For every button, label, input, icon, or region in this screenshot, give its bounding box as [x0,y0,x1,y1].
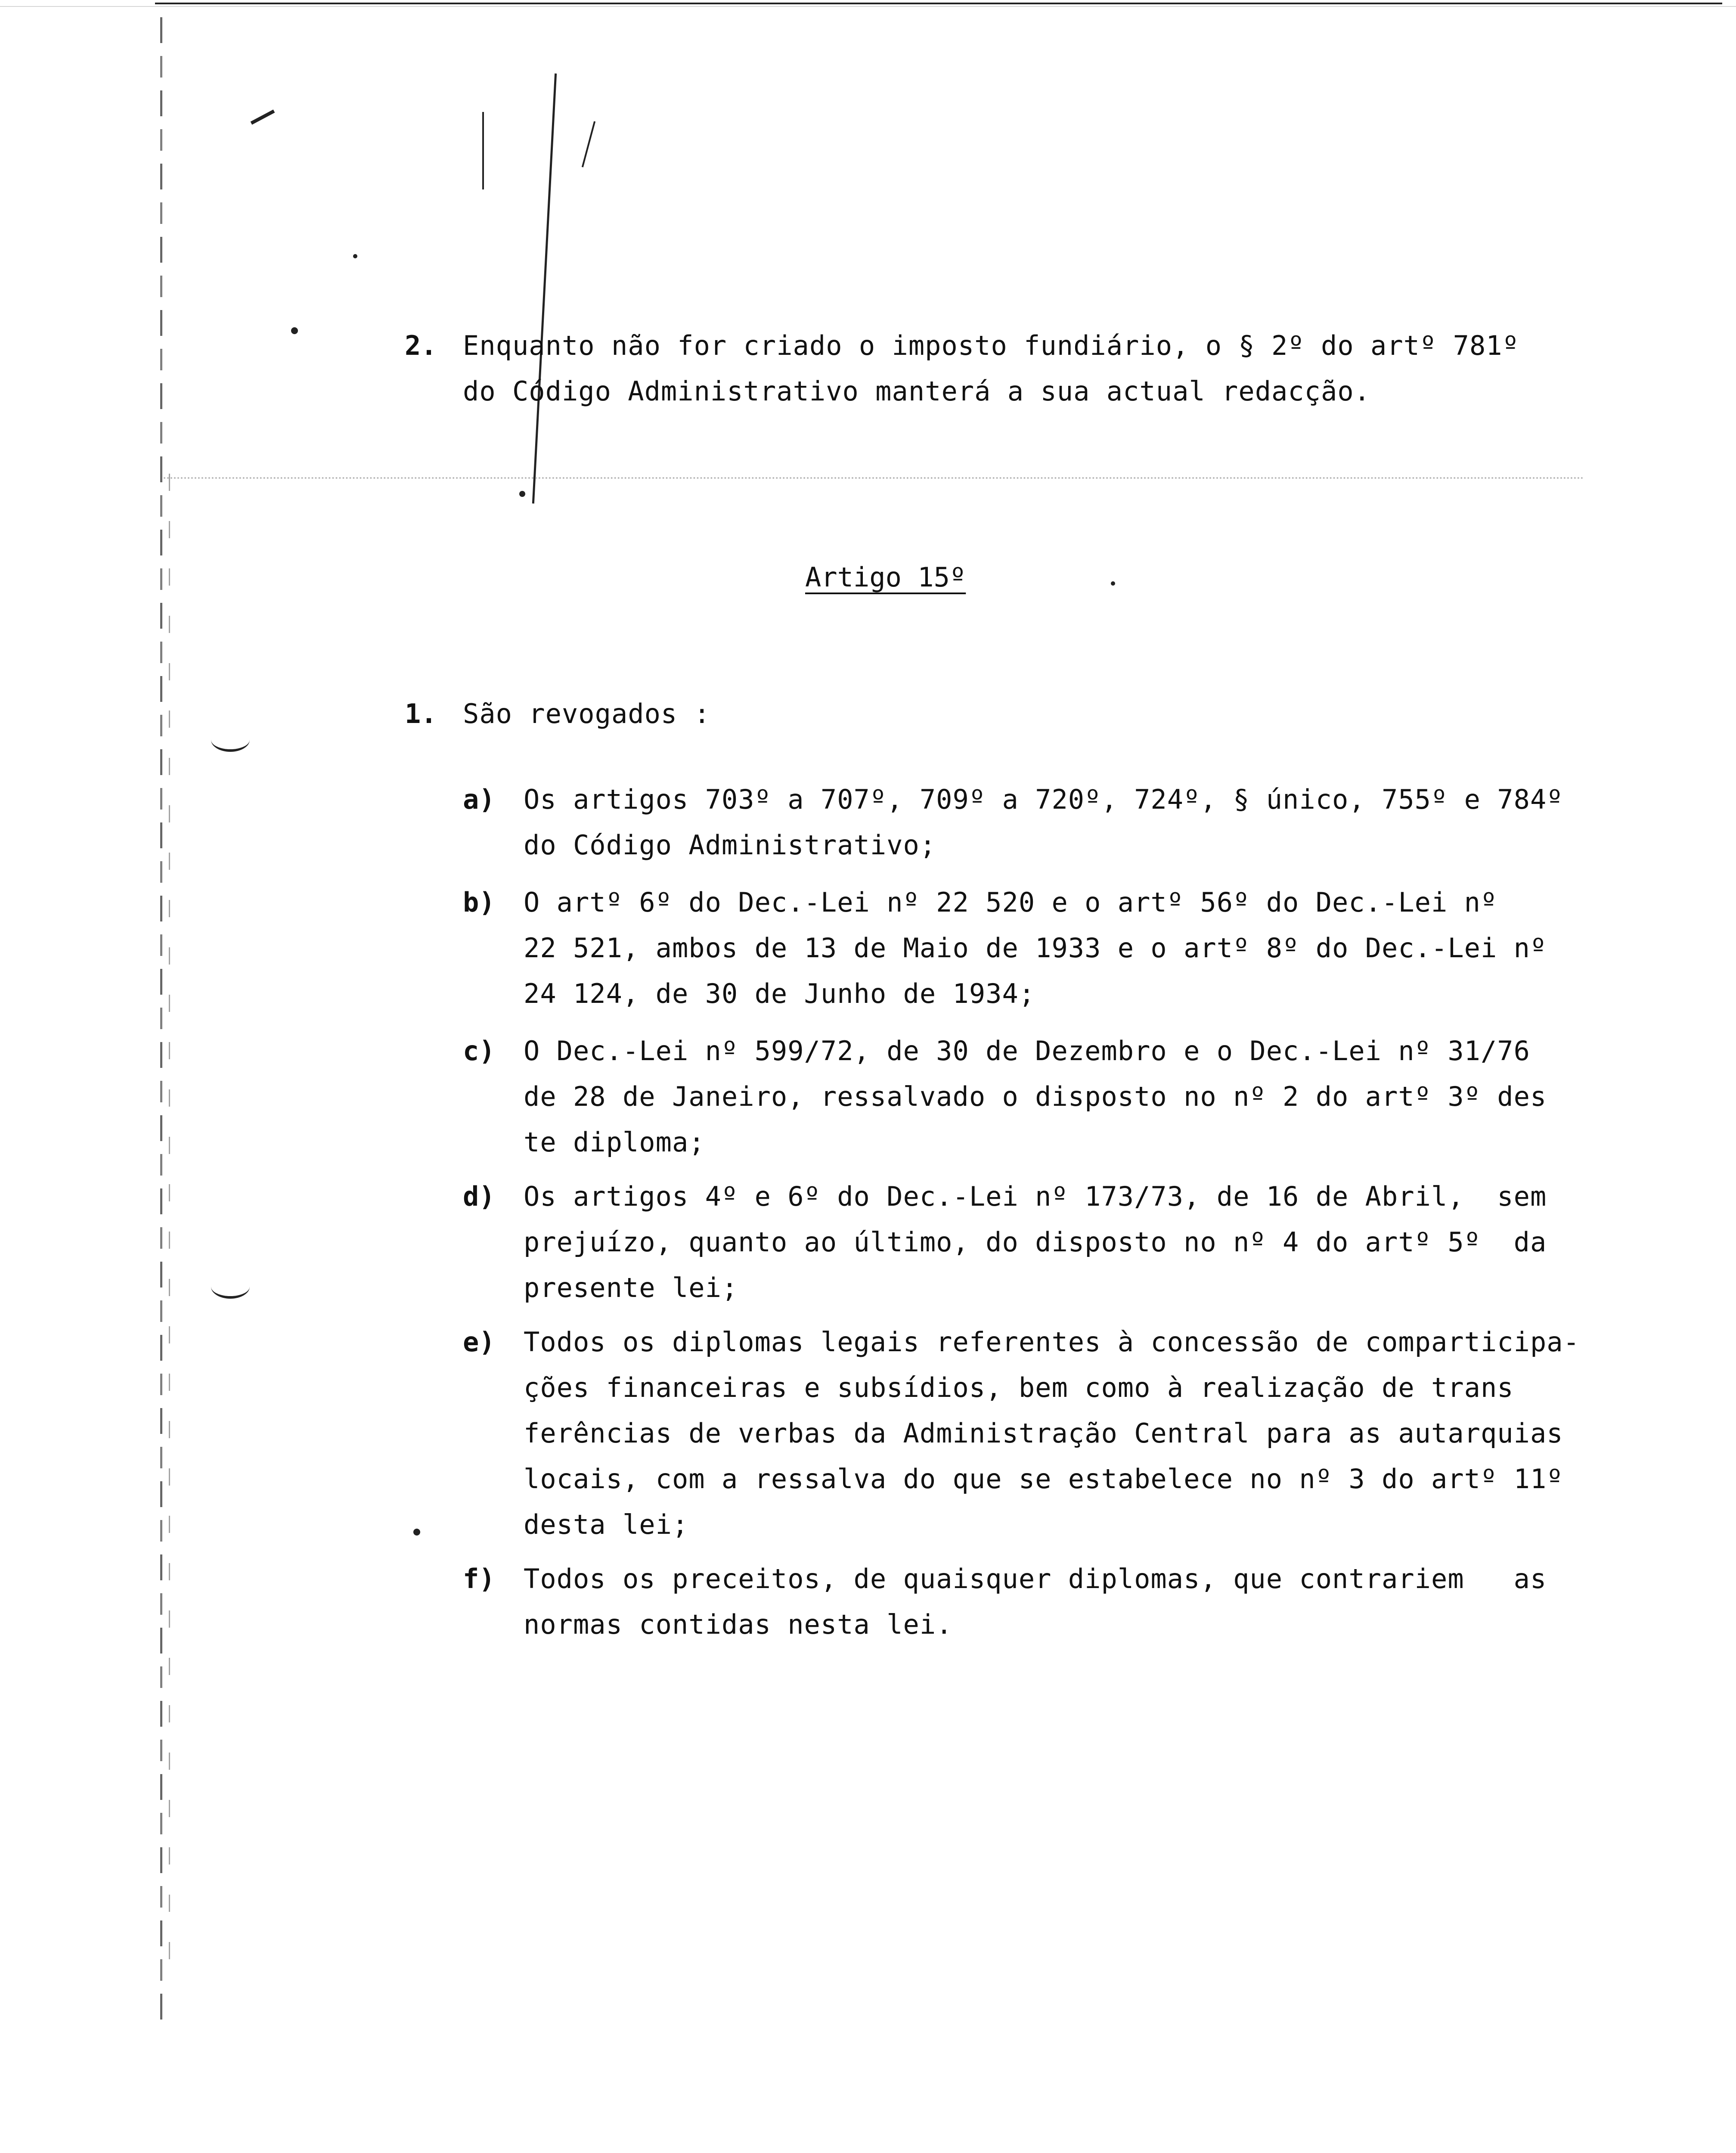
ink-dot [413,1529,420,1536]
list-item-line: desta lei; [524,1509,689,1540]
scan-left-edge [160,17,162,2020]
list-item-label: a) [463,784,495,815]
list-item-line: te diploma; [524,1126,705,1158]
list-item-label: b) [463,887,495,918]
margin-mark [211,1275,250,1299]
list-item-line: normas contidas nesta lei. [524,1609,953,1640]
paragraph-number: 2. [405,330,437,361]
list-item-line: ções financeiras e subsídios, bem como à realização de trans [524,1372,1514,1403]
list-item-line: 24 124, de 30 de Junho de 1934; [524,978,1035,1009]
pen-stroke [482,112,484,189]
ink-dot [353,254,357,258]
paragraph-2-line-1: Enquanto não for criado o imposto fundiário, o § 2º do artº 781º [463,330,1519,361]
list-item-line: do Código Administrativo; [524,829,936,861]
list-item-line: de 28 de Janeiro, ressalvado o disposto no nº 2 do artº 3º des [524,1081,1547,1112]
margin-mark [211,728,250,752]
scan-left-edge-inner [169,474,170,1981]
ink-dot [1111,581,1115,586]
pen-stroke [251,109,275,124]
pen-stroke [582,121,595,167]
list-item-line: O Dec.-Lei nº 599/72, de 30 de Dezembro e o Dec.-Lei nº 31/76 [524,1035,1530,1067]
ink-dot [519,491,525,497]
ink-dot [291,327,298,334]
list-item-label: d) [463,1181,495,1212]
scan-top-edge-shadow [0,6,1736,7]
list-item-label: e) [463,1326,495,1358]
list-item-line: prejuízo, quanto ao último, do disposto no nº 4 do artº 5º da [524,1226,1547,1258]
scan-top-edge [155,3,1722,4]
list-item-line: Os artigos 703º a 707º, 709º a 720º, 724º, § único, 755º e 784º [524,784,1563,815]
paragraph-1-text: São revogados : [463,698,710,729]
list-item-label: c) [463,1035,495,1067]
scan-fold-line [164,477,1584,479]
list-item-line: Todos os preceitos, de quaisquer diplomas, que contrariem as [524,1563,1547,1595]
article-heading: Artigo 15º [805,562,966,593]
list-item-label: f) [463,1563,495,1595]
paragraph-2-line-2: do Código Administrativo manterá a sua actual redacção. [463,375,1370,407]
list-item-line: presente lei; [524,1272,738,1303]
pen-stroke [532,74,557,504]
list-item-line: locais, com a ressalva do que se estabelece no nº 3 do artº 11º [524,1463,1563,1495]
list-item-line: Os artigos 4º e 6º do Dec.-Lei nº 173/73, de 16 de Abril, sem [524,1181,1547,1212]
list-item-line: Todos os diplomas legais referentes à concessão de comparticipa- [524,1326,1580,1358]
list-item-line: ferências de verbas da Administração Central para as autarquias [524,1418,1563,1449]
paragraph-number: 1. [405,698,437,729]
list-item-line: O artº 6º do Dec.-Lei nº 22 520 e o artº 56º do Dec.-Lei nº [524,887,1497,918]
list-item-line: 22 521, ambos de 13 de Maio de 1933 e o artº 8º do Dec.-Lei nº [524,932,1547,964]
